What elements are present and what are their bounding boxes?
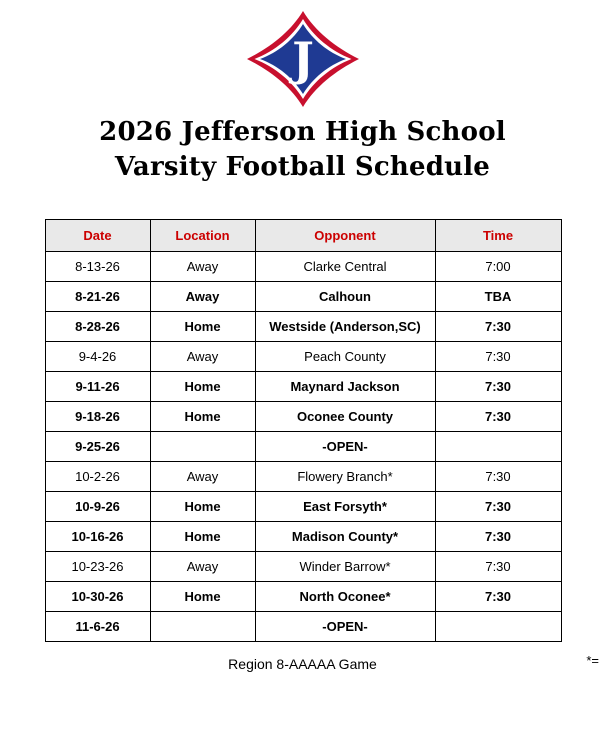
- cell-date: 8-21-26: [45, 282, 150, 312]
- cell-location: Away: [150, 252, 255, 282]
- cell-date: 9-25-26: [45, 432, 150, 462]
- column-header-location: Location: [150, 220, 255, 252]
- logo-letter: J: [291, 31, 314, 86]
- footnote-marker: *=: [586, 653, 599, 668]
- cell-opponent: -OPEN-: [255, 432, 435, 462]
- table-row: [45, 552, 561, 582]
- table-row: [45, 342, 561, 372]
- cell-time: 7:30: [435, 522, 561, 552]
- cell-time: 7:30: [435, 552, 561, 582]
- cell-date: 8-28-26: [45, 312, 150, 342]
- cell-location: Away: [150, 552, 255, 582]
- page-title: [0, 115, 605, 185]
- cell-date: 8-13-26: [45, 252, 150, 282]
- table-row: [45, 522, 561, 552]
- cell-opponent: Westside (Anderson,SC): [255, 312, 435, 342]
- cell-time: 7:30: [435, 402, 561, 432]
- cell-date: 10-9-26: [45, 492, 150, 522]
- cell-date: 10-23-26: [45, 552, 150, 582]
- table-row: [45, 492, 561, 522]
- cell-location: Home: [150, 522, 255, 552]
- cell-location: Home: [150, 312, 255, 342]
- cell-location: [150, 432, 255, 462]
- title-line-2: Varsity Football Schedule: [114, 152, 491, 183]
- table-row: [45, 462, 561, 492]
- cell-time: 7:30: [435, 582, 561, 612]
- cell-opponent: North Oconee*: [255, 582, 435, 612]
- column-header-date: Date: [45, 220, 150, 252]
- table-row: [45, 432, 561, 462]
- schedule-table-container: [45, 219, 561, 642]
- cell-location: [150, 612, 255, 642]
- cell-date: 9-4-26: [45, 342, 150, 372]
- cell-location: Away: [150, 462, 255, 492]
- cell-opponent: Peach County: [255, 342, 435, 372]
- table-row: [45, 372, 561, 402]
- cell-opponent: Winder Barrow*: [255, 552, 435, 582]
- table-row: [45, 252, 561, 282]
- cell-location: Away: [150, 282, 255, 312]
- cell-location: Home: [150, 402, 255, 432]
- cell-opponent: Madison County*: [255, 522, 435, 552]
- cell-time: 7:30: [435, 462, 561, 492]
- cell-time: [435, 432, 561, 462]
- cell-time: TBA: [435, 282, 561, 312]
- cell-time: 7:00: [435, 252, 561, 282]
- table-header-row: [45, 220, 561, 252]
- cell-time: 7:30: [435, 492, 561, 522]
- schedule-table: [45, 219, 562, 642]
- cell-opponent: -OPEN-: [255, 612, 435, 642]
- logo-container: [0, 0, 605, 105]
- cell-date: 9-18-26: [45, 402, 150, 432]
- cell-location: Home: [150, 372, 255, 402]
- cell-date: 9-11-26: [45, 372, 150, 402]
- cell-location: Home: [150, 582, 255, 612]
- jefferson-j-diamond-icon: [243, 9, 363, 109]
- title-line-1: 2026 Jefferson High School: [99, 117, 506, 147]
- cell-opponent: Clarke Central: [255, 252, 435, 282]
- cell-time: 7:30: [435, 342, 561, 372]
- column-header-opponent: Opponent: [255, 220, 435, 252]
- cell-opponent: Oconee County: [255, 402, 435, 432]
- cell-time: 7:30: [435, 372, 561, 402]
- cell-opponent: Maynard Jackson: [255, 372, 435, 402]
- table-row: [45, 582, 561, 612]
- table-row: [45, 312, 561, 342]
- schedule-table-body: [45, 252, 561, 642]
- footnote-text: Region 8-AAAAA Game: [228, 656, 377, 673]
- cell-time: [435, 612, 561, 642]
- column-header-time: Time: [435, 220, 561, 252]
- cell-opponent: Flowery Branch*: [255, 462, 435, 492]
- table-row: [45, 612, 561, 642]
- table-row: [45, 402, 561, 432]
- table-row: [45, 282, 561, 312]
- cell-date: 11-6-26: [45, 612, 150, 642]
- cell-time: 7:30: [435, 312, 561, 342]
- cell-opponent: Calhoun: [255, 282, 435, 312]
- cell-date: 10-30-26: [45, 582, 150, 612]
- cell-date: 10-16-26: [45, 522, 150, 552]
- cell-location: Away: [150, 342, 255, 372]
- cell-date: 10-2-26: [45, 462, 150, 492]
- cell-opponent: East Forsyth*: [255, 492, 435, 522]
- cell-location: Home: [150, 492, 255, 522]
